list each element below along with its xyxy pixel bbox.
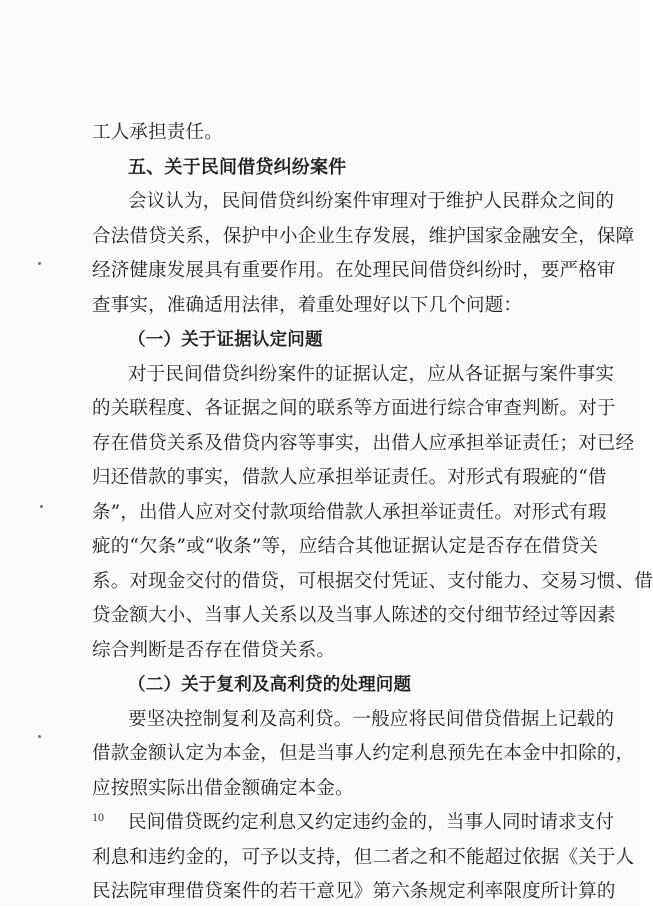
text-line: 合法借贷关系，保护中小企业生存发展，维护国家金融安全，保障 — [92, 225, 635, 247]
text-line: 综合判断是否存在借贷关系。 — [92, 639, 336, 661]
subsection-heading: （二）关于复利及高利贷的处理问题 — [128, 675, 412, 695]
text-line: 归还借款的事实，借款人应承担举证责任。对形式有瑕疵的“借 — [92, 467, 607, 488]
text-line: 疵的“欠条”或“收条”等，应结合其他证据认定是否存在借贷关 — [92, 536, 599, 557]
text-line: 会议认为，民间借贷纠纷案件审理对于维护人民群众之间的 — [128, 191, 615, 212]
text-line: 工人承担责任。 — [92, 122, 223, 143]
text-line: 贷金额大小、当事人关系以及当事人陈述的交付细节经过等因素 — [92, 605, 616, 626]
text-line: 查事实，准确适用法律，着重处理好以下几个问题： — [92, 294, 523, 316]
text-line: 民间借贷既约定利息又约定违约金的，当事人同时请求支付 — [128, 812, 615, 833]
subsection-heading: （一）关于证据认定问题 — [128, 330, 323, 350]
margin-dot — [38, 735, 41, 738]
text-line: 民法院审理借贷案件的若干意见》第六条规定利率限度所计算的 — [92, 881, 616, 902]
text-line: 对于民间借贷纠纷案件的证据认定，应从各证据与案件事实 — [128, 363, 615, 385]
margin-dot — [38, 262, 41, 265]
text-line: 经济健康发展具有重要作用。在处理民间借贷纠纷时，要严格审 — [92, 260, 616, 281]
body-text — [92, 116, 653, 910]
page-number: 10 — [92, 810, 104, 824]
text-line: 系。对现金交付的借贷，可根据交付凭证、支付能力、交易习惯、借 — [92, 570, 653, 592]
section-heading: 五、关于民间借贷纠纷案件 — [128, 156, 347, 178]
text-line: 借款金额认定为本金，但是当事人约定利息预先在本金中扣除的， — [92, 743, 635, 764]
text-line: 的关联程度、各证据之间的联系等方面进行综合审查判断。对于 — [92, 398, 616, 419]
text-line: 条”，出借人应对交付款项给借款人承担举证责任。对形式有瑕 — [92, 501, 607, 523]
text-line: 应按照实际出借金额确定本金。 — [92, 777, 354, 799]
text-line: 存在借贷关系及借贷内容等事实，出借人应承担举证责任；对已经 — [92, 432, 635, 454]
margin-dot — [40, 505, 43, 508]
text-line: 利息和违约金的，可予以支持，但二者之和不能超过依据《关于人 — [92, 846, 635, 868]
text-line: 要坚决控制复利及高利贷。一般应将民间借贷借据上记载的 — [128, 708, 615, 730]
